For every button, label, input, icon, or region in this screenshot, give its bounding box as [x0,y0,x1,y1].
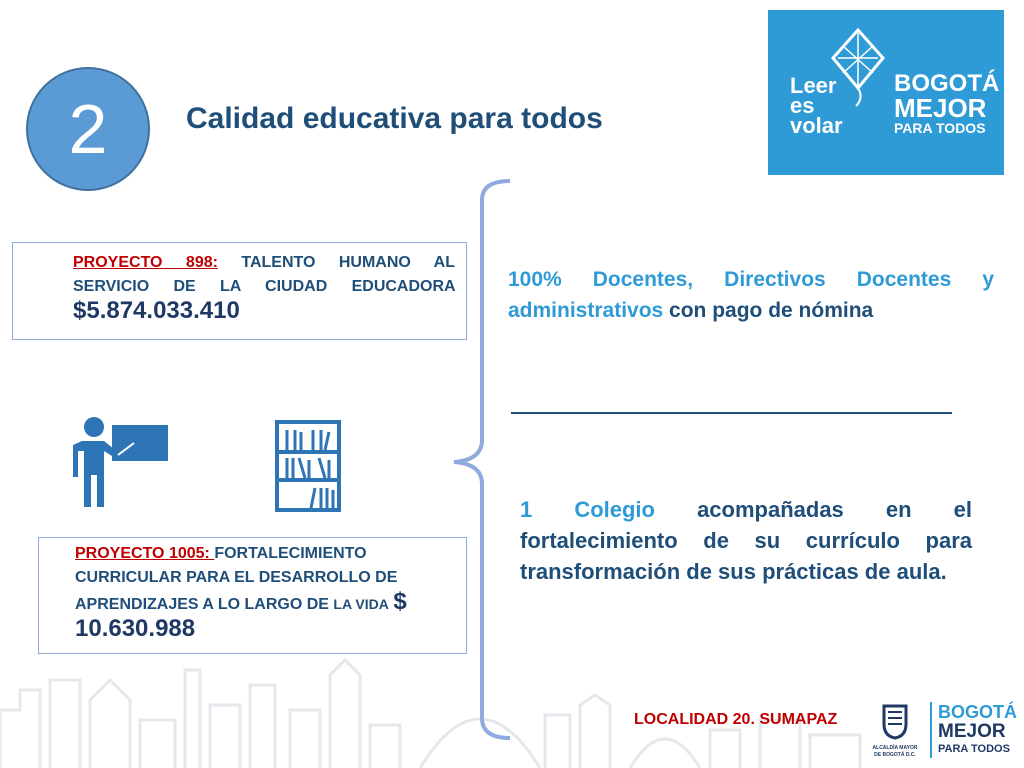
result-text-docentes [508,264,994,326]
project-898-text-end: EDUCADORA [351,278,455,295]
footer-brand-line2: MEJOR [938,721,1006,742]
logo-city-line3: PARA TODOS [894,120,986,136]
project-1005-text: FORTALECIMIENTO CURRICULAR PARA EL DESARROLLO DE APRENDIZAJES A LO LARGO DE [75,545,398,613]
result-colegio-rest: acompañadas en el fortalecimiento de su currículo para transformación de sus prácticas de aula. [520,497,972,584]
logo-campaign-line3: volar [790,113,843,138]
footer-separator [930,702,932,758]
project-1005-text-end: LA VIDA [333,596,389,612]
result-colegio-highlight: 1 Colegio [520,497,655,522]
logo-campaign-line2: es [790,93,815,118]
bookshelf-icon [275,420,341,512]
curly-brace-divider [450,178,520,743]
logo-city-line2: MEJOR [894,93,987,123]
alcaldia-line2: DE BOGOTÁ D.C. [874,752,916,758]
project-1005-box [38,537,467,654]
section-number-badge [26,67,150,191]
logo-city-line1: BOGOTÁ [894,70,1000,97]
page-title: Calidad educativa para todos [186,102,603,135]
coat-of-arms-icon [870,702,920,740]
footer-brand-line3: PARA TODOS [938,743,1010,755]
project-898-box [12,242,467,340]
project-1005-label: PROYECTO 1005: [75,545,215,562]
horizontal-divider [511,412,952,414]
result-docentes-rest: con pago de nómina [663,299,874,322]
logo-campaign-line1: Leer [790,73,837,98]
project-898-amount: $5.874.033.410 [73,297,240,324]
footer-bogota-logo [938,702,1017,756]
section-number: 2 [68,90,108,168]
alcaldia-seal [870,702,920,762]
leer-es-volar-logo [768,10,1004,175]
project-1005-amount: $ 10.630.988 [75,588,407,642]
footer-brand-line1: BOGOTÁ [938,702,1017,722]
result-docentes-highlight: 100% Docentes, Directivos Docentes y administrativos [508,268,994,322]
teacher-board-icon [72,415,172,510]
alcaldia-line1: ALCALDÍA MAYOR [872,745,918,751]
project-898-text: TALENTO HUMANO AL SERVICIO DE LA CIUDAD [73,254,456,295]
result-text-colegio [520,494,972,587]
project-898-label: PROYECTO 898: [73,254,218,271]
footer-locality: LOCALIDAD 20. SUMAPAZ [634,711,838,728]
